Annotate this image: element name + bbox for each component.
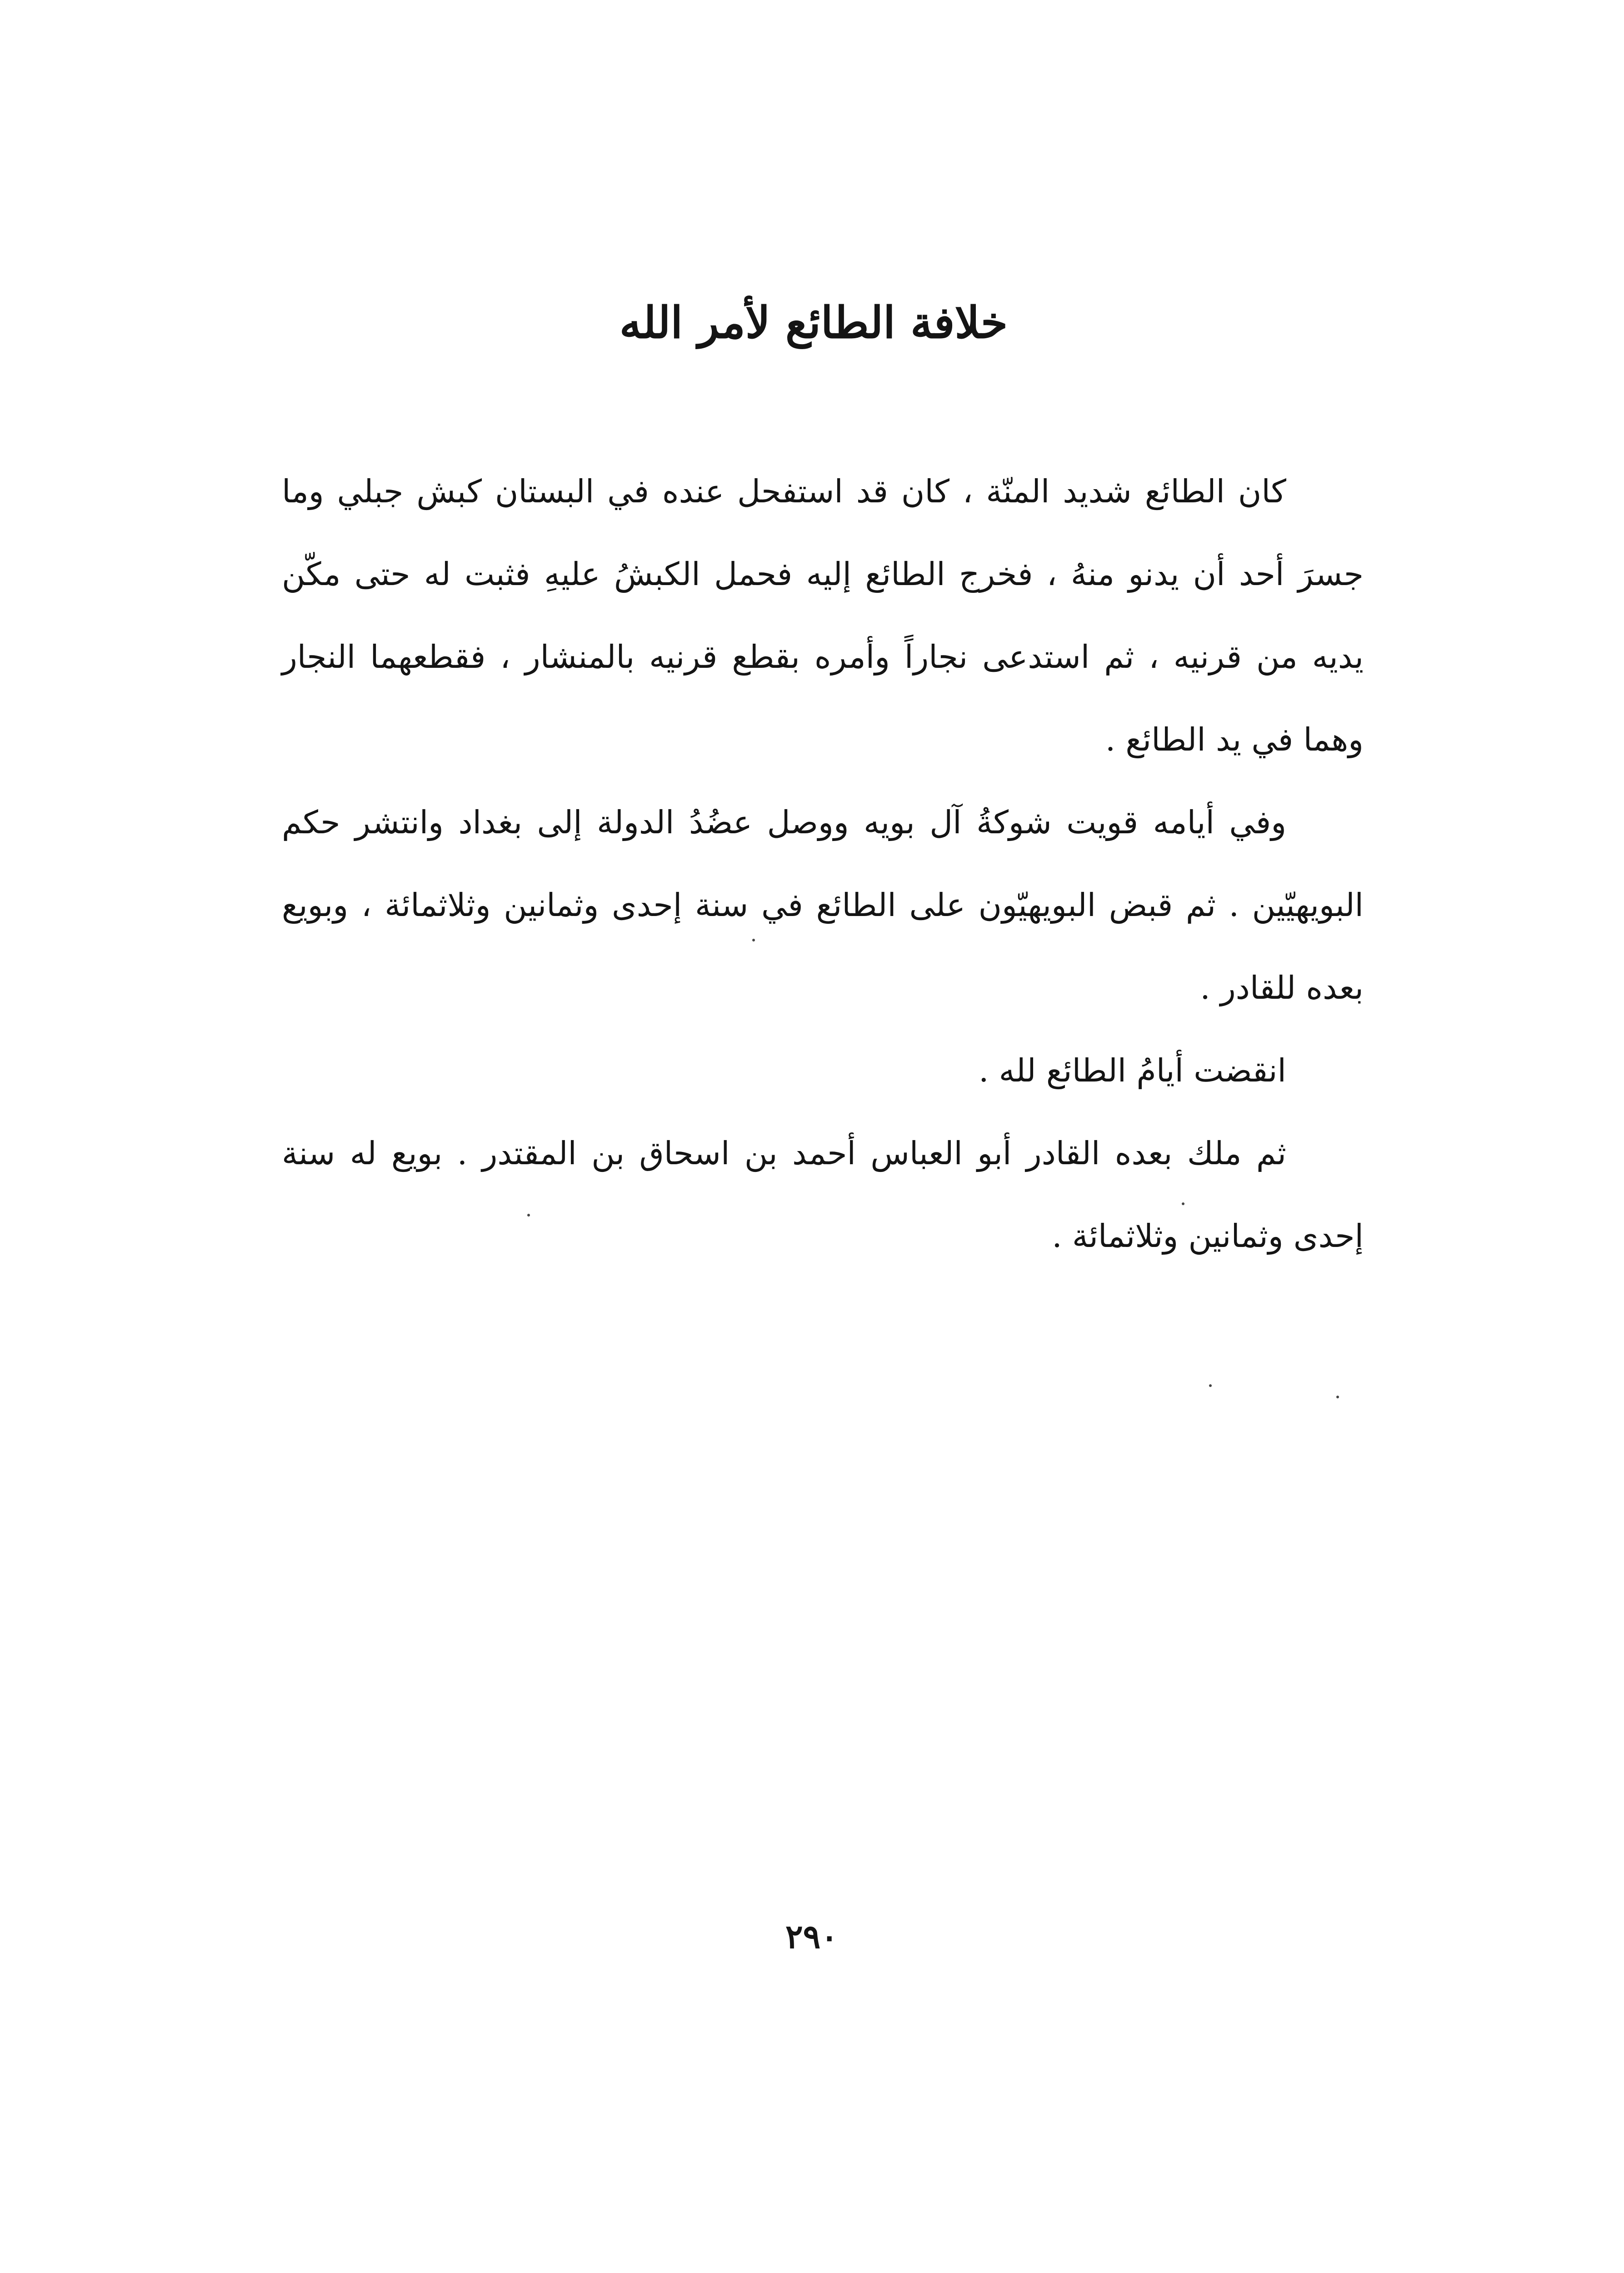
paragraph-2: وفي أيامه قويت شوكةُ آل بويه ووصل عضُدُ الدولة إلى بغداد وانتشر حكم البويهيّين . ثم قبض البويهيّون على الطائع في سنة إحدى وثمانين وثلاثمائة ، وبويع بعده للقادر . xyxy=(282,804,1364,1006)
scan-speck xyxy=(1209,1384,1212,1387)
paragraph-1: كان الطائع شديد المنّة ، كان قد استفحل عنده في البستان كبش جبلي وما جسرَ أحد أن يدنو منهُ ، فخرج الطائع إليه فحمل الكبشُ عليهِ فثبت له حتى مكّن يديه من قرنيه ، ثم استدعى نجاراً وأمره بقطع قرنيه بالمنشار ، فقطعهما النجار وهما في يد الطائع . xyxy=(282,473,1364,758)
chapter-title: خلافة الطائع لأمر الله xyxy=(619,297,1008,348)
scan-speck xyxy=(1336,1396,1339,1398)
paragraph-4: ثم ملك بعده القادر أبو العباس أحمد بن اسحاق بن المقتدر . بويع له سنة إحدى وثمانين وثلاثمائة . xyxy=(282,1135,1364,1255)
scan-speck xyxy=(527,1214,530,1217)
scan-speck xyxy=(752,939,755,941)
body-text xyxy=(282,450,1364,1277)
page-number: ٢٩٠ xyxy=(785,1917,838,1956)
paragraph-3: انقضت أيامُ الطائع لله . xyxy=(979,1052,1286,1089)
scan-speck xyxy=(1182,1202,1184,1205)
